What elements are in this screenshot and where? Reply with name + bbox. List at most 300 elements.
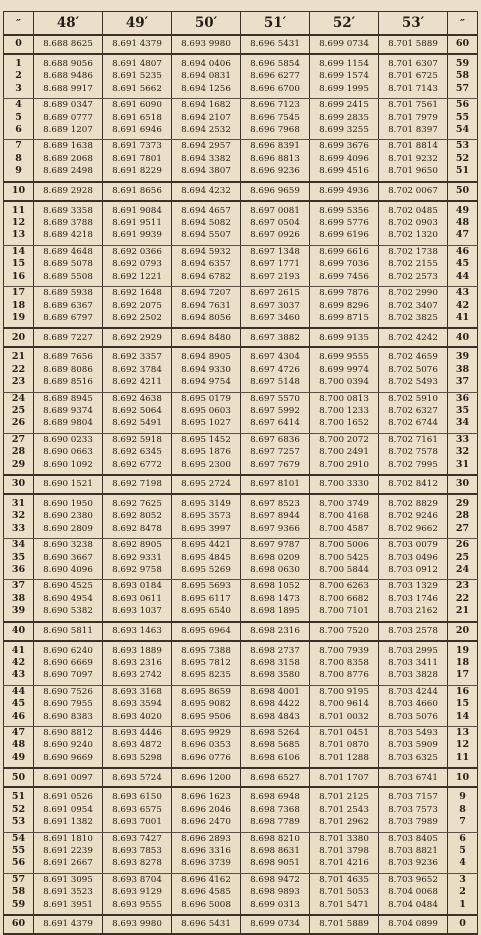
table-cell: 8.694 0831	[172, 70, 241, 82]
table-cell: 8.694 5507	[172, 229, 241, 245]
table-cell: 8.698 5264	[241, 727, 310, 740]
table-cell: 8.701 5889	[310, 915, 379, 934]
table-cell: 8.703 3828	[379, 669, 448, 685]
table-cell: 8.698 9051	[241, 857, 310, 873]
table-cell: 8.698 3580	[241, 669, 310, 685]
table-cell: 8.696 7123	[241, 99, 310, 112]
seconds-right: 23	[448, 580, 478, 593]
table-cell: 8.701 0870	[310, 739, 379, 751]
seconds-right: 26	[448, 539, 478, 552]
table-cell: 8.689 0777	[34, 112, 103, 124]
table-cell: 8.694 3382	[172, 153, 241, 165]
table-row	[4, 816, 478, 832]
table-cell: 8.701 6307	[379, 54, 448, 70]
table-cell: 8.697 1348	[241, 245, 310, 258]
table-cell: 8.692 7198	[103, 475, 172, 494]
table-cell: 8.696 7968	[241, 124, 310, 140]
seconds-right: 41	[448, 312, 478, 328]
seconds-left: 29	[4, 459, 34, 475]
seconds-right: 7	[448, 816, 478, 832]
table-cell: 8.703 1329	[379, 580, 448, 593]
table-cell: 8.691 8229	[103, 165, 172, 181]
table-cell: 8.697 7257	[241, 446, 310, 458]
table-cell: 8.695 9082	[172, 698, 241, 710]
table-cell: 8.700 2910	[310, 459, 379, 475]
table-cell: 8.691 3951	[34, 899, 103, 915]
table-cell: 8.695 0603	[172, 405, 241, 417]
table-cell: 8.697 7679	[241, 459, 310, 475]
seconds-right: 52	[448, 153, 478, 165]
table-cell: 8.700 7101	[310, 605, 379, 621]
table-cell: 8.690 5811	[34, 622, 103, 641]
table-row	[4, 300, 478, 312]
table-cell: 8.697 0926	[241, 229, 310, 245]
table-cell: 8.694 7631	[172, 300, 241, 312]
table-row	[4, 287, 478, 300]
table-row	[4, 140, 478, 153]
table-cell: 8.689 9374	[34, 405, 103, 417]
table-cell: 8.694 7207	[172, 287, 241, 300]
table-cell: 8.702 6744	[379, 417, 448, 433]
table-cell: 8.702 7578	[379, 446, 448, 458]
seconds-right: 18	[448, 657, 478, 669]
table-cell: 8.689 3788	[34, 217, 103, 229]
table-cell: 8.694 1256	[172, 83, 241, 99]
seconds-right: 35	[448, 405, 478, 417]
seconds-right: 53	[448, 140, 478, 153]
table-row	[4, 641, 478, 657]
table-cell: 8.694 8480	[172, 328, 241, 347]
table-cell: 8.699 8715	[310, 312, 379, 328]
table-cell: 8.701 7979	[379, 112, 448, 124]
table-cell: 8.697 2193	[241, 271, 310, 287]
table-cell: 8.695 8235	[172, 669, 241, 685]
table-cell: 8.697 5148	[241, 376, 310, 392]
seconds-left: 20	[4, 328, 34, 347]
table-cell: 8.698 3158	[241, 657, 310, 669]
table-cell: 8.689 6797	[34, 312, 103, 328]
table-cell: 8.703 6325	[379, 752, 448, 768]
table-cell: 8.700 4168	[310, 510, 379, 522]
table-cell: 8.702 2155	[379, 258, 448, 270]
table-cell: 8.692 3357	[103, 347, 172, 363]
seconds-left: 30	[4, 475, 34, 494]
seconds-left: 2	[4, 70, 34, 82]
table-cell: 8.693 9555	[103, 899, 172, 915]
table-row	[4, 886, 478, 898]
seconds-left: 46	[4, 711, 34, 727]
table-cell: 8.701 5053	[310, 886, 379, 898]
table-cell: 8.695 3573	[172, 510, 241, 522]
table-cell: 8.690 0233	[34, 433, 103, 446]
seconds-right: 14	[448, 711, 478, 727]
table-cell: 8.692 6345	[103, 446, 172, 458]
table-cell: 8.701 2543	[310, 804, 379, 816]
table-cell: 8.697 4726	[241, 364, 310, 376]
table-cell: 8.692 0366	[103, 245, 172, 258]
table-row	[4, 475, 478, 494]
seconds-left: 45	[4, 698, 34, 710]
table-cell: 8.704 0484	[379, 899, 448, 915]
table-cell: 8.702 2573	[379, 271, 448, 287]
seconds-right: 55	[448, 112, 478, 124]
seconds-left: 21	[4, 347, 34, 363]
table-cell: 8.698 7368	[241, 804, 310, 816]
table-cell: 8.702 7161	[379, 433, 448, 446]
seconds-left: 4	[4, 99, 34, 112]
table-cell: 8.690 4954	[34, 593, 103, 605]
column-header: 50′	[172, 12, 241, 36]
seconds-right: 27	[448, 523, 478, 539]
seconds-right: 59	[448, 54, 478, 70]
table-cell: 8.699 0313	[241, 899, 310, 915]
table-cell: 8.695 5693	[172, 580, 241, 593]
table-cell: 8.699 3255	[310, 124, 379, 140]
table-cell: 8.692 2502	[103, 312, 172, 328]
table-cell: 8.692 7625	[103, 494, 172, 510]
table-cell: 8.699 9555	[310, 347, 379, 363]
table-cell: 8.695 8659	[172, 685, 241, 698]
seconds-left: 47	[4, 727, 34, 740]
table-cell: 8.692 6772	[103, 459, 172, 475]
table-cell: 8.701 9650	[379, 165, 448, 181]
table-row	[4, 35, 478, 54]
seconds-right: 11	[448, 752, 478, 768]
table-cell: 8.698 7789	[241, 816, 310, 832]
table-cell: 8.701 1288	[310, 752, 379, 768]
table-cell: 8.698 0209	[241, 552, 310, 564]
table-cell: 8.691 4807	[103, 54, 172, 70]
table-cell: 8.701 1707	[310, 768, 379, 787]
table-cell: 8.691 3095	[34, 873, 103, 886]
table-cell: 8.690 2380	[34, 510, 103, 522]
seconds-left: 32	[4, 510, 34, 522]
seconds-left: 17	[4, 287, 34, 300]
seconds-left: 50	[4, 768, 34, 787]
table-cell: 8.690 9669	[34, 752, 103, 768]
seconds-right: 30	[448, 475, 478, 494]
table-header	[4, 12, 478, 36]
table-cell: 8.699 7876	[310, 287, 379, 300]
table-cell: 8.698 8210	[241, 832, 310, 845]
table-cell: 8.696 3316	[172, 845, 241, 857]
table-cell: 8.700 6263	[310, 580, 379, 593]
table-cell: 8.697 6836	[241, 433, 310, 446]
table-cell: 8.698 6106	[241, 752, 310, 768]
table-cell: 8.698 2316	[241, 622, 310, 641]
table-cell: 8.696 7545	[241, 112, 310, 124]
table-cell: 8.696 0776	[172, 752, 241, 768]
table-cell: 8.697 1771	[241, 258, 310, 270]
table-cell: 8.703 7989	[379, 816, 448, 832]
table-cell: 8.690 1950	[34, 494, 103, 510]
seconds-left: 1	[4, 54, 34, 70]
table-cell: 8.693 7001	[103, 816, 172, 832]
table-cell: 8.693 9129	[103, 886, 172, 898]
seconds-left: 60	[4, 915, 34, 934]
table-cell: 8.702 0067	[379, 182, 448, 201]
table-row	[4, 523, 478, 539]
seconds-left: 48	[4, 739, 34, 751]
table-cell: 8.693 7853	[103, 845, 172, 857]
table-cell: 8.697 9366	[241, 523, 310, 539]
seconds-right: 50	[448, 182, 478, 201]
table-cell: 8.690 6240	[34, 641, 103, 657]
table-cell: 8.693 4446	[103, 727, 172, 740]
column-header: 53′	[379, 12, 448, 36]
table-cell: 8.699 0734	[241, 915, 310, 934]
seconds-right: 31	[448, 459, 478, 475]
table-cell: 8.703 2995	[379, 641, 448, 657]
seconds-left: 25	[4, 405, 34, 417]
column-header: 48′	[34, 12, 103, 36]
table-row	[4, 711, 478, 727]
table-cell: 8.699 1154	[310, 54, 379, 70]
table-cell: 8.701 2962	[310, 816, 379, 832]
seconds-left: 13	[4, 229, 34, 245]
table-cell: 8.703 2162	[379, 605, 448, 621]
table-cell: 8.691 0954	[34, 804, 103, 816]
table-cell: 8.697 5570	[241, 392, 310, 405]
seconds-left: 10	[4, 182, 34, 201]
seconds-right: 39	[448, 347, 478, 363]
table-row	[4, 217, 478, 229]
table-cell: 8.690 3667	[34, 552, 103, 564]
table-cell: 8.689 0347	[34, 99, 103, 112]
table-cell: 8.694 8905	[172, 347, 241, 363]
table-cell: 8.699 9974	[310, 364, 379, 376]
table-cell: 8.693 8704	[103, 873, 172, 886]
seconds-left: 6	[4, 124, 34, 140]
table-cell: 8.699 1574	[310, 70, 379, 82]
table-cell: 8.703 1746	[379, 593, 448, 605]
table-cell: 8.700 8776	[310, 669, 379, 685]
table-cell: 8.701 5889	[379, 35, 448, 54]
seconds-right: 33	[448, 433, 478, 446]
table-row	[4, 593, 478, 605]
table-cell: 8.693 3594	[103, 698, 172, 710]
table-cell: 8.703 3411	[379, 657, 448, 669]
table-cell: 8.694 9330	[172, 364, 241, 376]
seconds-right: 37	[448, 376, 478, 392]
seconds-right: 8	[448, 804, 478, 816]
table-cell: 8.691 6946	[103, 124, 172, 140]
table-cell: 8.696 8391	[241, 140, 310, 153]
table-cell: 8.696 1623	[172, 787, 241, 803]
table-cell: 8.699 6196	[310, 229, 379, 245]
table-cell: 8.697 6414	[241, 417, 310, 433]
table-cell: 8.691 5662	[103, 83, 172, 99]
table-cell: 8.689 7227	[34, 328, 103, 347]
seconds-left: 36	[4, 564, 34, 580]
seconds-right: 0	[448, 915, 478, 934]
table-cell: 8.695 1876	[172, 446, 241, 458]
table-cell: 8.688 9917	[34, 83, 103, 99]
table-cell: 8.696 3739	[172, 857, 241, 873]
table-row	[4, 201, 478, 217]
table-cell: 8.695 4845	[172, 552, 241, 564]
table-cell: 8.693 7427	[103, 832, 172, 845]
table-cell: 8.702 3407	[379, 300, 448, 312]
table-cell: 8.693 6150	[103, 787, 172, 803]
table-cell: 8.691 0097	[34, 768, 103, 787]
seconds-left: 19	[4, 312, 34, 328]
seconds-left: 51	[4, 787, 34, 803]
seconds-left: 53	[4, 816, 34, 832]
table-cell: 8.692 8905	[103, 539, 172, 552]
table-cell: 8.700 3330	[310, 475, 379, 494]
table-cell: 8.689 5508	[34, 271, 103, 287]
seconds-right: 3	[448, 873, 478, 886]
table-cell: 8.691 7801	[103, 153, 172, 165]
table-cell: 8.691 3523	[34, 886, 103, 898]
seconds-right: 45	[448, 258, 478, 270]
table-cell: 8.698 9893	[241, 886, 310, 898]
table-row	[4, 564, 478, 580]
table-cell: 8.696 4162	[172, 873, 241, 886]
seconds-right: 56	[448, 99, 478, 112]
table-cell: 8.701 5471	[310, 899, 379, 915]
seconds-right: 60	[448, 35, 478, 54]
table-cell: 8.689 3358	[34, 201, 103, 217]
table-row	[4, 433, 478, 446]
table-cell: 8.688 8625	[34, 35, 103, 54]
table-cell: 8.689 4648	[34, 245, 103, 258]
table-cell: 8.698 0630	[241, 564, 310, 580]
table-cell: 8.702 8412	[379, 475, 448, 494]
table-row	[4, 510, 478, 522]
table-row	[4, 494, 478, 510]
table-cell: 8.702 9662	[379, 523, 448, 539]
seconds-right: 36	[448, 392, 478, 405]
table-cell: 8.697 8523	[241, 494, 310, 510]
seconds-right: 16	[448, 685, 478, 698]
seconds-right: 38	[448, 364, 478, 376]
table-row	[4, 698, 478, 710]
table-cell: 8.696 0353	[172, 739, 241, 751]
table-cell: 8.699 7456	[310, 271, 379, 287]
seconds-left: 40	[4, 622, 34, 641]
table-cell: 8.700 9195	[310, 685, 379, 698]
seconds-left: 3	[4, 83, 34, 99]
table-row	[4, 153, 478, 165]
table-row	[4, 873, 478, 886]
table-cell: 8.701 9232	[379, 153, 448, 165]
seconds-left: 0	[4, 35, 34, 54]
seconds-left: 24	[4, 392, 34, 405]
seconds-right: 54	[448, 124, 478, 140]
table-cell: 8.703 4660	[379, 698, 448, 710]
table-cell: 8.689 1207	[34, 124, 103, 140]
table-cell: 8.702 3825	[379, 312, 448, 328]
table-cell: 8.691 1810	[34, 832, 103, 845]
table-cell: 8.690 8383	[34, 711, 103, 727]
table-cell: 8.694 9754	[172, 376, 241, 392]
table-cell: 8.691 4379	[103, 35, 172, 54]
seconds-right: 1	[448, 899, 478, 915]
table-cell: 8.698 8631	[241, 845, 310, 857]
seconds-left: 49	[4, 752, 34, 768]
table-cell: 8.691 7373	[103, 140, 172, 153]
table-cell: 8.697 3460	[241, 312, 310, 328]
table-cell: 8.703 0496	[379, 552, 448, 564]
table-cell: 8.692 4211	[103, 376, 172, 392]
table-cell: 8.703 7157	[379, 787, 448, 803]
table-cell: 8.689 5078	[34, 258, 103, 270]
seconds-right: 40	[448, 328, 478, 347]
table-row	[4, 739, 478, 751]
seconds-right: 28	[448, 510, 478, 522]
table-cell: 8.703 4244	[379, 685, 448, 698]
table-cell: 8.691 8656	[103, 182, 172, 201]
table-body	[4, 35, 478, 934]
seconds-left: 16	[4, 271, 34, 287]
table-cell: 8.698 2737	[241, 641, 310, 657]
table-cell: 8.694 6782	[172, 271, 241, 287]
table-cell: 8.693 1889	[103, 641, 172, 657]
table-cell: 8.701 0451	[310, 727, 379, 740]
table-cell: 8.699 7036	[310, 258, 379, 270]
table-cell: 8.695 7388	[172, 641, 241, 657]
table-cell: 8.696 5431	[172, 915, 241, 934]
table-cell: 8.699 3676	[310, 140, 379, 153]
table-cell: 8.692 5064	[103, 405, 172, 417]
table-cell: 8.690 7955	[34, 698, 103, 710]
table-cell: 8.701 4216	[310, 857, 379, 873]
table-cell: 8.703 0079	[379, 539, 448, 552]
table-cell: 8.698 1895	[241, 605, 310, 621]
seconds-left: 12	[4, 217, 34, 229]
seconds-right: 51	[448, 165, 478, 181]
table-row	[4, 915, 478, 934]
seconds-left: 28	[4, 446, 34, 458]
table-cell: 8.693 0611	[103, 593, 172, 605]
table-cell: 8.699 0734	[310, 35, 379, 54]
table-cell: 8.690 7097	[34, 669, 103, 685]
seconds-left: 35	[4, 552, 34, 564]
seconds-left: 7	[4, 140, 34, 153]
table-cell: 8.701 6725	[379, 70, 448, 82]
table-row	[4, 539, 478, 552]
column-header: 51′	[241, 12, 310, 36]
table-cell: 8.690 9240	[34, 739, 103, 751]
table-cell: 8.699 6616	[310, 245, 379, 258]
table-cell: 8.698 6948	[241, 787, 310, 803]
table-row	[4, 392, 478, 405]
table-cell: 8.696 2470	[172, 816, 241, 832]
table-cell: 8.698 4001	[241, 685, 310, 698]
table-cell: 8.697 8101	[241, 475, 310, 494]
table-cell: 8.703 0912	[379, 564, 448, 580]
table-row	[4, 376, 478, 392]
seconds-left: 27	[4, 433, 34, 446]
table-cell: 8.693 3168	[103, 685, 172, 698]
table-cell: 8.691 9939	[103, 229, 172, 245]
table-cell: 8.689 8086	[34, 364, 103, 376]
table-cell: 8.689 2498	[34, 165, 103, 181]
table-cell: 8.691 1382	[34, 816, 103, 832]
table-cell: 8.692 2929	[103, 328, 172, 347]
table-cell: 8.700 5844	[310, 564, 379, 580]
table-cell: 8.697 5992	[241, 405, 310, 417]
table-cell: 8.690 7526	[34, 685, 103, 698]
table-cell: 8.690 6669	[34, 657, 103, 669]
table-row	[4, 552, 478, 564]
table-cell: 8.701 7561	[379, 99, 448, 112]
table-cell: 8.689 8516	[34, 376, 103, 392]
seconds-left: 31	[4, 494, 34, 510]
table-row	[4, 112, 478, 124]
